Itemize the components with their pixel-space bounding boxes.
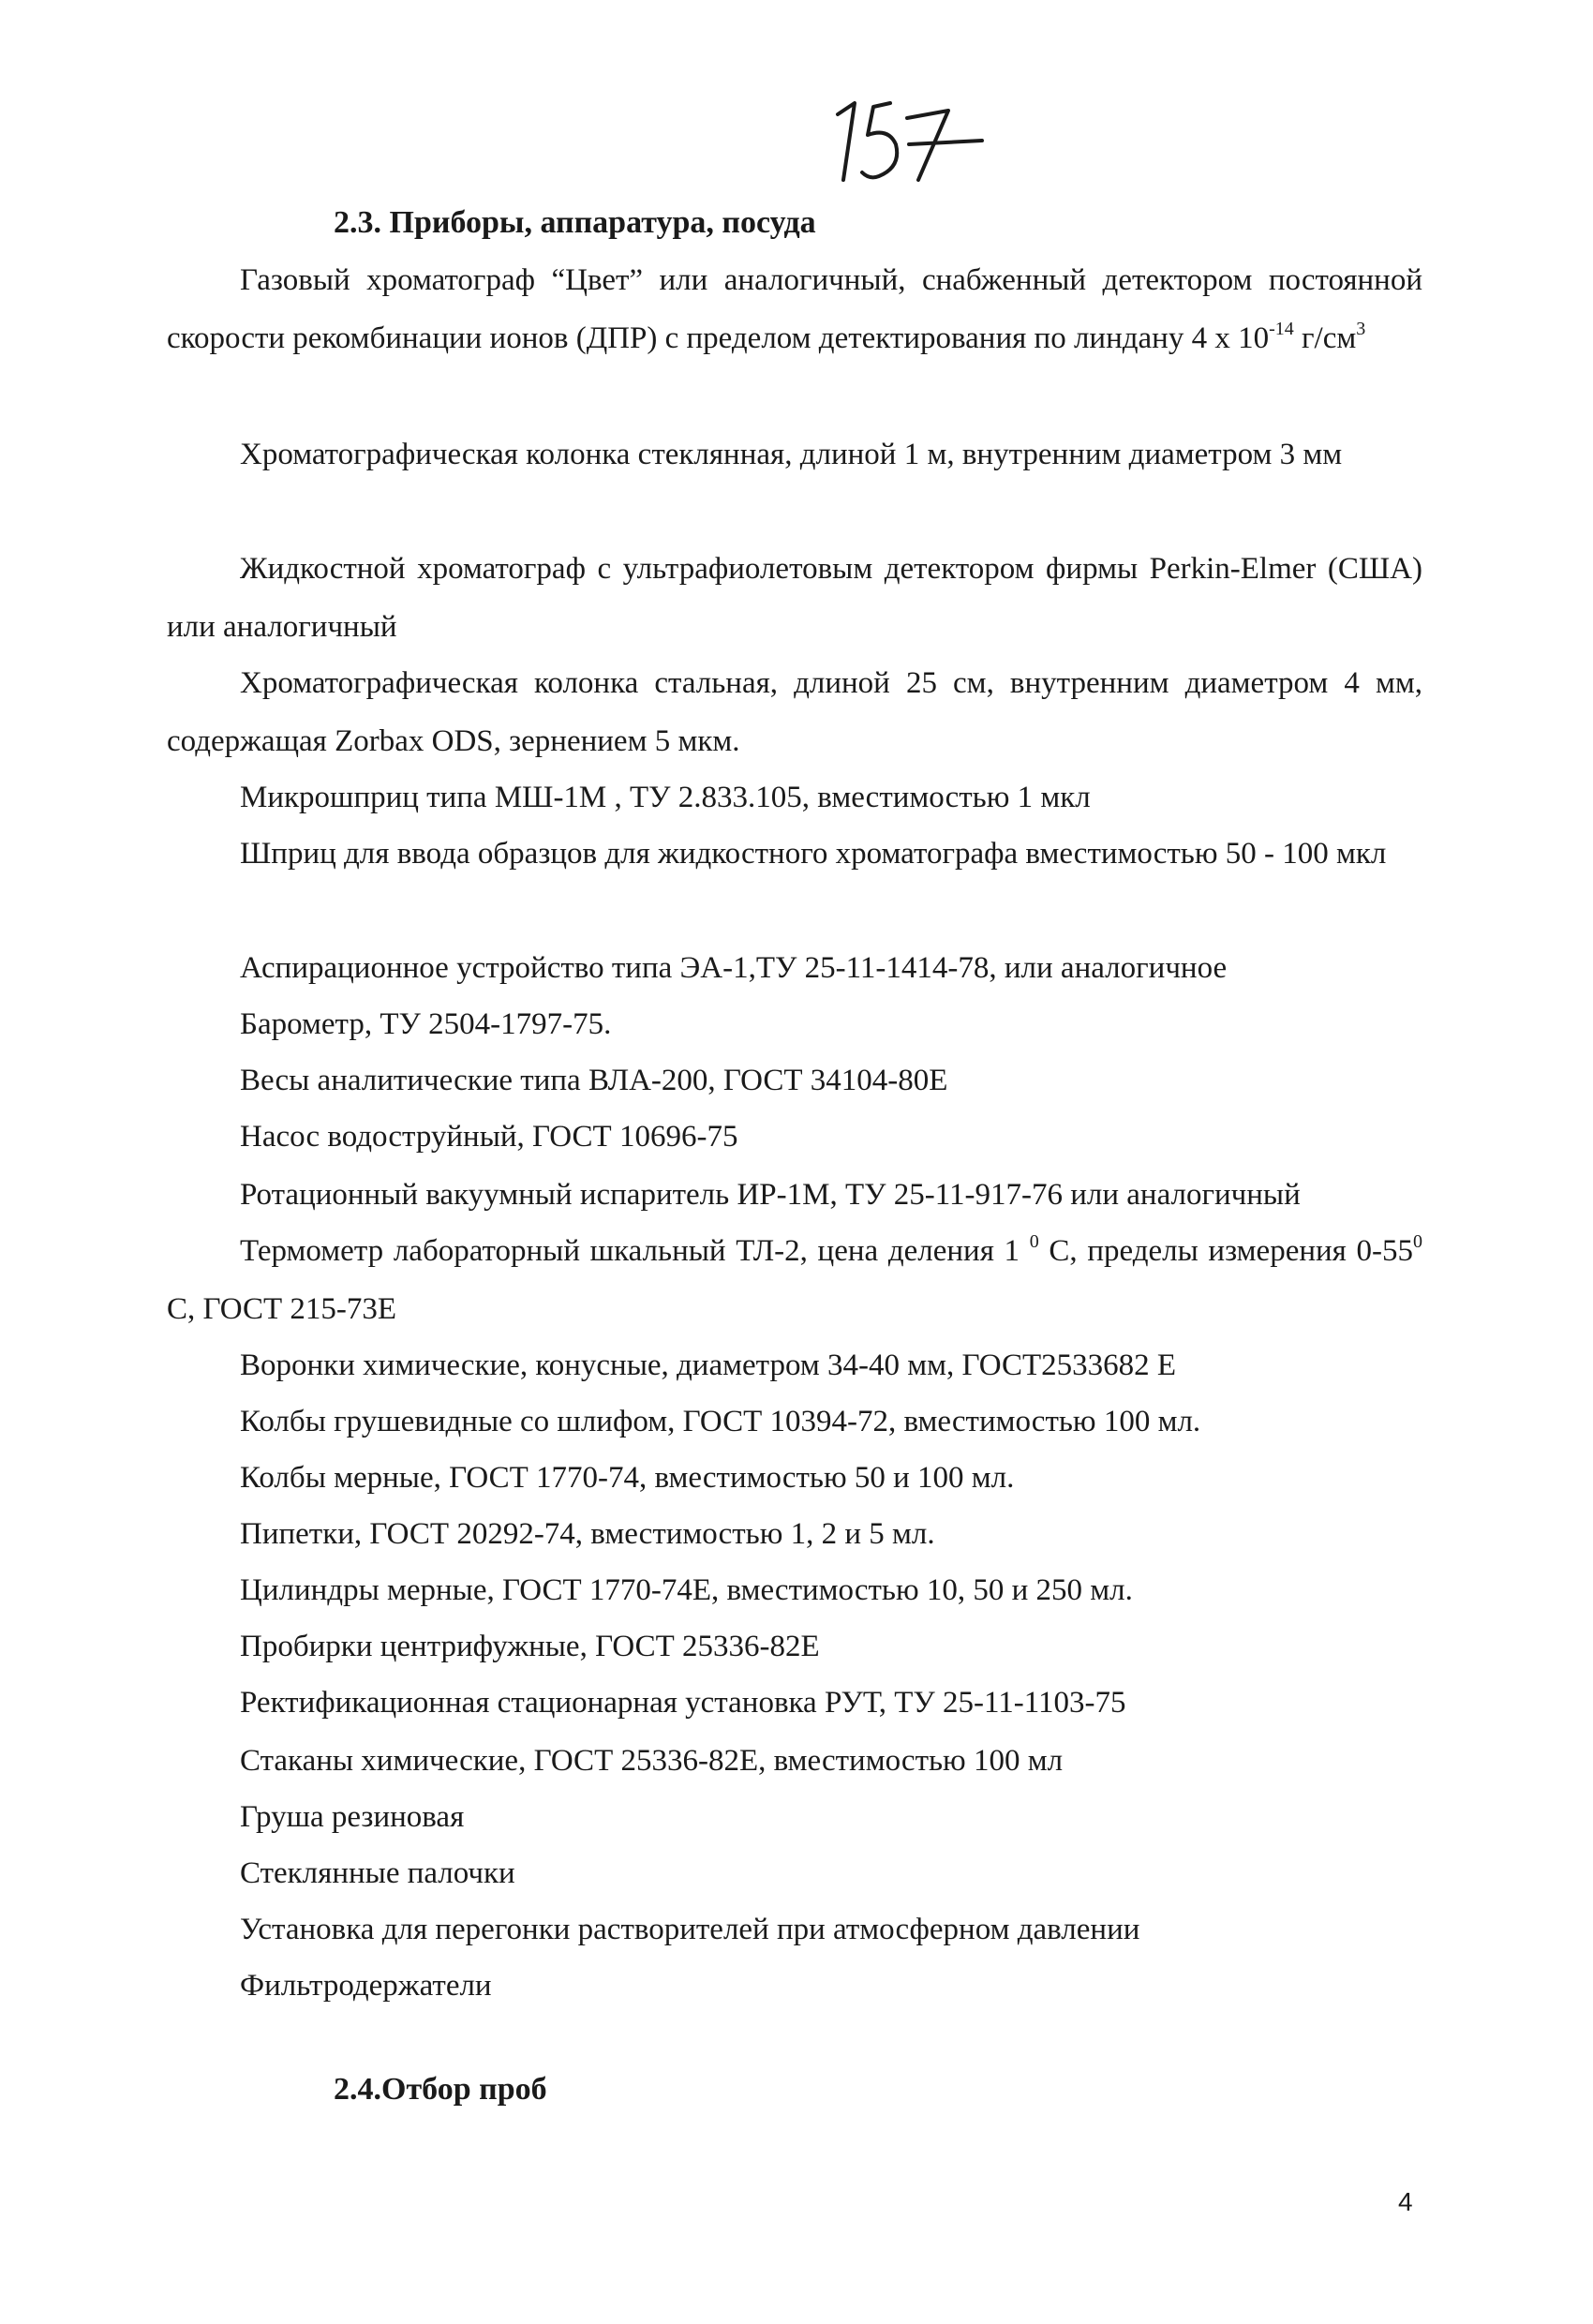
equipment-item-20: Стаканы химические, ГОСТ 25336-82Е, вместимостью 100 мл <box>240 1744 1064 1778</box>
equipment-item-11: Ротационный вакуумный испаритель ИР-1М, ТУ 25-11-917-76 или аналогичный <box>240 1178 1301 1212</box>
equipment-item-12: Термометр лабораторный шкальный ТЛ-2, цена деления 1 $^0$ С, пределы измерения $0-55^0$ С, ГОСТ 215-73Е <box>167 1231 1422 1326</box>
equipment-item-8: Барометр, ТУ 2504-1797-75. <box>240 1007 612 1041</box>
equipment-item-7: Аспирационное устройство типа ЭА-1,ТУ 25-11-1414-78, или аналогичное <box>240 951 1228 985</box>
equipment-item-10: Насос водоструйный, ГОСТ 10696-75 <box>240 1120 738 1154</box>
section-title-2-3: 2.3. Приборы, аппаратура, посуда <box>334 205 816 240</box>
equipment-item-14: Колбы грушевидные со шлифом, ГОСТ 10394-72, вместимостью 100 мл. <box>240 1405 1201 1438</box>
equipment-item-6: Шприц для ввода образцов для жидкостного хроматографа вместимостью 50 - 100 мкл <box>240 837 1387 871</box>
equipment-item-19: Ректификационная стационарная установка РУТ, ТУ 25-11-1103-75 <box>240 1686 1126 1720</box>
equipment-item-15: Колбы мерные, ГОСТ 1770-74, вместимостью 50 и 100 мл. <box>240 1461 1015 1495</box>
equipment-item-3: Жидкостной хроматограф с ультрафиолетовым детектором фирмы Perkin-Elmer (США) или аналогичный <box>167 552 1422 644</box>
equipment-item-23: Установка для перегонки растворителей при атмосферном давлении <box>240 1913 1140 1946</box>
equipment-item-22: Стеклянные палочки <box>240 1856 515 1890</box>
equipment-item-18: Пробирки центрифужные, ГОСТ 25336-82Е <box>240 1630 820 1663</box>
section-title-2-4: 2.4.Отбор проб <box>334 2072 547 2107</box>
equipment-item-24: Фильтродержатели <box>240 1969 492 2003</box>
equipment-item-21: Груша резиновая <box>240 1800 465 1834</box>
equipment-item-5: Микрошприц типа МШ-1М , ТУ 2.833.105, вместимостью 1 мкл <box>240 781 1091 814</box>
equipment-item-1: Газовый хроматограф “Цвет” или аналогичный, снабженный детектором постоянной скорости рекомбинации ионов (ДПР) с пределом детектирования по линдану 4 x $10^{-14}$ $г/см^3$ <box>167 263 1422 355</box>
equipment-item-9: Весы аналитические типа ВЛА-200, ГОСТ 34104-80Е <box>240 1064 948 1097</box>
handwritten-page-number <box>817 86 986 189</box>
equipment-item-13: Воронки химические, конусные, диаметром 34-40 мм, ГОСТ2533682 Е <box>240 1348 1177 1382</box>
equipment-item-17: Цилиндры мерные, ГОСТ 1770-74Е, вместимостью 10, 50 и 250 мл. <box>240 1573 1133 1607</box>
page-number: 4 <box>1398 2187 1413 2216</box>
equipment-item-16: Пипетки, ГОСТ 20292-74, вместимостью 1, 2 и 5 мл. <box>240 1517 935 1551</box>
equipment-item-2: Хроматографическая колонка стеклянная, длиной 1 м, внутренним диаметром 3 мм <box>240 438 1343 471</box>
equipment-item-4: Хроматографическая колонка стальная, длиной 25 см, внутренним диаметром 4 мм, содержащая Zorbax ODS, зернением 5 мкм. <box>167 666 1422 758</box>
